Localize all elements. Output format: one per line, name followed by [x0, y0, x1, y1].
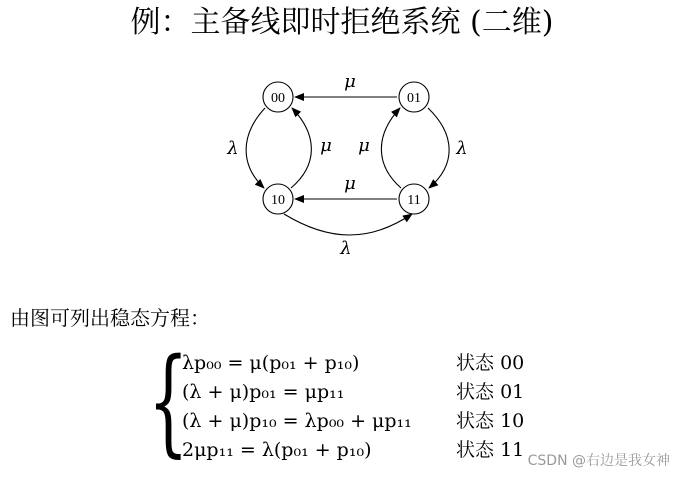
node-11	[399, 184, 429, 214]
edge-10-to-00	[291, 108, 311, 188]
label-edge-11-01: μ	[358, 135, 370, 156]
equation-state: 状态 11	[456, 439, 525, 461]
node-01-label: 01	[407, 91, 421, 106]
edge-01-to-11	[428, 108, 449, 188]
label-edge-01-11: λ	[456, 138, 468, 159]
equation-state: 状态 10	[456, 410, 525, 432]
node-11-label: 11	[407, 193, 421, 208]
equation: λp₀₀ = μ(p₀₁ + p₁₀)	[182, 352, 360, 374]
equation-state: 状态 00	[456, 352, 525, 374]
equation-row	[182, 379, 524, 405]
node-10-label: 10	[271, 193, 285, 208]
equation: 2μp₁₁ = λ(p₀₁ + p₁₀)	[182, 439, 372, 461]
equation-row	[182, 350, 524, 376]
label-edge-01-00: μ	[344, 71, 356, 92]
label-edge-00-10: λ	[227, 138, 239, 159]
label-edge-10-00: μ	[320, 135, 332, 156]
equation-row	[182, 408, 524, 434]
node-01	[399, 82, 429, 112]
equation-state: 状态 01	[456, 381, 525, 403]
equation: (λ + μ)p₁₀ = λp₀₀ + μp₁₁	[182, 410, 412, 432]
page-title: 例：主备线即时拒绝系统 (二维)	[130, 5, 554, 40]
label-edge-10-11: λ	[340, 238, 352, 259]
equation-row	[182, 437, 524, 463]
node-00	[263, 82, 293, 112]
edge-00-to-10	[246, 108, 265, 188]
equation: (λ + μ)p₀₁ = μp₁₁	[182, 381, 345, 403]
node-10	[263, 184, 293, 214]
node-00-label: 00	[271, 91, 285, 106]
edge-10-to-11	[284, 214, 412, 235]
left-brace: {	[148, 334, 189, 469]
intro-text: 由图可列出稳态方程：	[10, 306, 210, 330]
edge-11-to-01	[381, 108, 401, 188]
label-edge-11-10: μ	[344, 173, 356, 194]
watermark: CSDN @右边是我女神	[527, 453, 670, 469]
